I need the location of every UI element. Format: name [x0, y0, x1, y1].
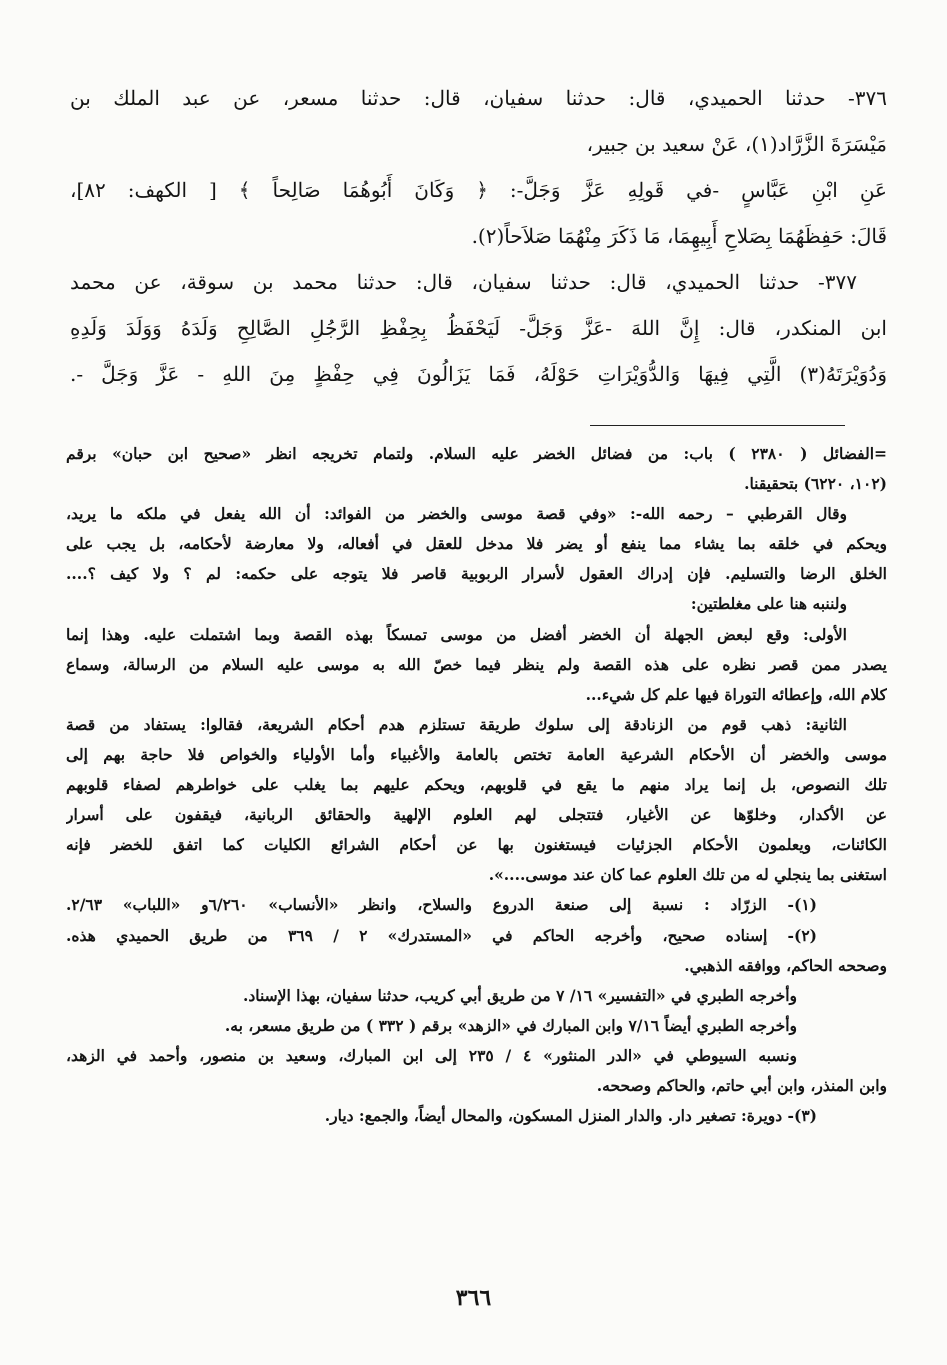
footnote-line: الأولى: وقع لبعض الجهلة أن الخضر أفضل من موسى تمسكاً بهذه القصة وبما اشتملت عليه. وهذا إنما — [66, 624, 847, 644]
hadith-line: مَيْسَرَةَ الزَّرَّاد(١)، عَنْ سعيد بن جبير، — [586, 132, 887, 156]
footnote-line: تلك النصوص، بل إنما يراد منهم ما يقع في قلوبهم، ويحكم عليهم بما يغلب على خواطرهم لصفاء قلوبهم — [66, 775, 887, 795]
footnote-line: الكائنات، ويعلمون الأحكام الجزئيات فيستغنون بها عن أحكام الشرائع الكليات كما اتفق للخضر فإنه — [66, 835, 887, 855]
footnote-line: الخلق الرضا والتسليم. فإن إدراك العقول لأسرار الربوبية قاصر فلا يتوجه على حكمه: لم ؟ ولا كيف ؟.... — [66, 564, 887, 584]
footnote-line: وصححه الحاكم، ووافقه الذهبي. — [684, 955, 887, 975]
footnote-line: عن الأكدار، وخلوّها عن الأغيار، فتتجلى لهم العلوم الإلهية والحقائق الربانية، فيقفون على أسرار — [66, 805, 887, 825]
hadith-line: عَنِ ابْنِ عَبَّاسٍ -في قَولِهِ عَزَّ وَجَلَّ-: ﴿ وَكَانَ أَبُوهُمَا صَالِحاً ﴾ [ الكهف: ٨٢]، — [70, 178, 887, 202]
hadith-line: ابن المنكدر، قال: إِنَّ اللهَ -عَزَّ وَجَلَّ- لَيَحْفَظُ بِحِفْظِ الرَّجُلِ الصَّالِحِ وَلَدَهُ وَوَلَدَ وَلَدِهِ — [70, 316, 887, 340]
footnote-line: (٢)- إسناده صحيح، وأخرجه الحاكم في «المستدرك» ٢ / ٣٦٩ من طريق الحميدي هذه. — [66, 925, 817, 945]
footnote-line: استغنى بما ينجلي له من تلك العلوم عما كان عند موسى....». — [488, 865, 887, 885]
footnote-line: وقال القرطبي – رحمه الله-: «وفي قصة موسى والخضر من الفوائد: أن الله يفعل في ملكه ما يريد، — [66, 504, 847, 524]
footnote-line: (١٠٢، ٦٢٢٠) بتحقيقنا. — [744, 474, 887, 494]
footnote-line: وأخرجه الطبري أيضاً ٧/١٦ وابن المبارك في «الزهد» برقم ( ٣٣٢ ) من طريق مسعر، به. — [224, 1015, 797, 1035]
footnote-line: يصدر ممن قصر نظره على هذه القصة ولم ينظر فيما خصّ الله به موسى عليه السلام من الرسالة، وسماع — [66, 654, 887, 674]
footnote-line: ونسبه السيوطي في «الدر المنثور» ٤ / ٢٣٥ إلى ابن المبارك، وسعيد بن منصور، وأحمد في الزهد، — [66, 1045, 797, 1065]
footnote-line: كلام الله، وإعطائه التوراة فيها علم كل شيء... — [585, 684, 887, 704]
hadith-line: قَالَ: حَفِظَهُمَا بِصَلاحِ أَبِيهِمَا، مَا ذَكَرَ مِنْهُمَا صَلاَحاً(٢). — [471, 224, 887, 248]
footnote-line: وابن المنذر، وابن أبي حاتم، والحاكم وصححه. — [596, 1075, 887, 1095]
footnotes — [66, 440, 887, 1132]
footnote-line: (١)- الزرّاد : نسبة إلى صنعة الدروع والسلاح، وانظر «الأنساب» ٦/٢٦٠و «اللباب» ٢/٦٣. — [66, 895, 817, 915]
page-number: ٣٦٦ — [455, 1285, 492, 1311]
footnote-line: ويحكم في خلقه بما يشاء مما ينفع أو يضر فلا مدخل للعقل في أفعاله، ولا معارضة لأحكامه، بل يجب على — [66, 534, 887, 554]
footnote-divider — [590, 425, 845, 426]
hadith-text — [70, 80, 887, 402]
hadith-line: وَدُوَيْرَتَهُ(٣) الَّتِي فِيهَا وَالدُّوَيْرَاتِ حَوْلَهُ، فَمَا يَزَالُونَ فِي حِفْظٍ مِنَ اللهِ - عَزَّ وَجَلَّ -. — [70, 362, 887, 386]
hadith-line: ٣٧٦- حدثنا الحميدي، قال: حدثنا سفيان، قال: حدثنا مسعر، عن عبد الملك بن — [70, 86, 887, 110]
footnote-line: ولننبه هنا على مغلطتين: — [690, 594, 847, 614]
footnote-line: موسى والخضر أن الأحكام الشرعية العامة تختص بالعامة والأغبياء وأما الأولياء والخواص فلا حاجة بهم إلى — [66, 744, 887, 764]
footnote-line: وأخرجه الطبري في «التفسير» ١٦/ ٧ من طريق أبي كريب، حدثنا سفيان، بهذا الإسناد. — [242, 985, 797, 1005]
footnote-line: الثانية: ذهب قوم من الزنادقة إلى سلوك طريقة تستلزم هدم أحكام الشريعة، فقالوا: يستفاد من قصة — [66, 714, 847, 734]
hadith-line: ٣٧٧- حدثنا الحميدي، قال: حدثنا سفيان، قال: حدثنا محمد بن سوقة، عن محمد — [70, 270, 857, 294]
footnote-line: (٣)- دويرة: تصغير دار. والدار المنزل المسكون، والمحال أيضاً، والجمع: ديار. — [324, 1106, 817, 1126]
footnote-line: =الفضائل ( ٢٣٨٠ ) باب: من فضائل الخضر عليه السلام. ولتمام تخريجه انظر «صحيح ابن حبان» برقم — [66, 444, 887, 463]
